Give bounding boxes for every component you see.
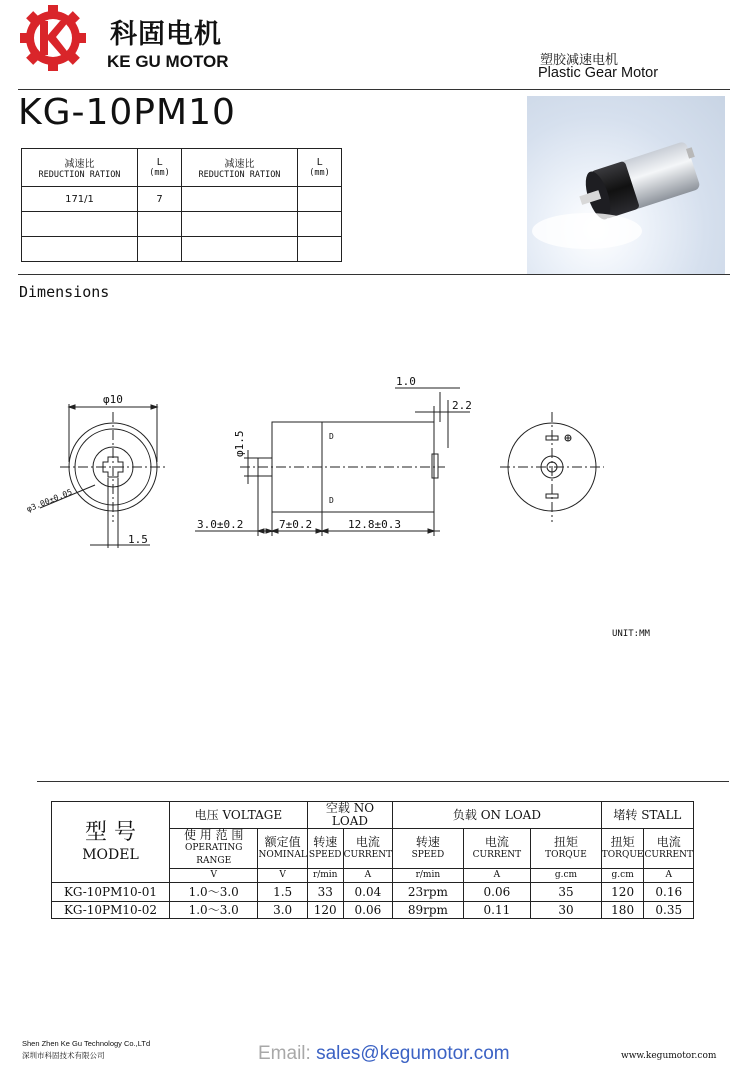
model-header: 型 号 MODEL xyxy=(52,802,170,883)
brand-name-en: KE GU MOTOR xyxy=(107,52,229,71)
shaft-diameter-label: φ1.5 xyxy=(233,430,246,457)
unit-label: UNIT:MM xyxy=(612,629,650,639)
table-row: 171/1 7 xyxy=(22,187,342,212)
mark-d-top: D xyxy=(329,432,334,441)
table-row: KG-10PM10-01 1.0～3.0 1.5 33 0.04 23rpm 0.06 35 120 0.16 xyxy=(52,883,694,902)
shaft-length-label: 3.0±0.2 xyxy=(197,518,244,531)
on-load-header: 负载 ON LOAD xyxy=(393,802,602,829)
ratio-table xyxy=(21,148,342,262)
dimensions-label: Dimensions xyxy=(19,283,110,301)
ratio-header-2: 减速比 REDUCTION RATION xyxy=(182,149,298,187)
product-photo xyxy=(527,96,725,274)
header-divider xyxy=(18,89,730,90)
front-shaft-label: φ3.00±0.05 xyxy=(25,487,74,514)
motor-length-label: 12.8±0.3 xyxy=(348,518,401,531)
spec-divider xyxy=(37,781,729,782)
dimension-drawing xyxy=(0,360,750,560)
email-link[interactable]: sales@kegumotor.com xyxy=(316,1043,510,1064)
length-header-2: L (mm) xyxy=(298,149,342,187)
front-diameter-label: φ10 xyxy=(103,393,123,406)
stall-header: 堵转 STALL xyxy=(601,802,693,829)
gear-logo-icon xyxy=(18,3,88,73)
table-row xyxy=(22,212,342,237)
spec-table: 型 号 MODEL 电压 VOLTAGE 空载 NO LOAD 负载 ON LOAD 堵转 STALL 使 用 范 围 OPERATING RANGE 额定值 NOMINAL 转速 SPEED 电流 CURRENT 转速 SPEED 电流 CURRENT 扭矩 TORQUE 扭矩 TORQUE 电流 CURRENT V V r/min A r/min A g.cm g.cm A KG-10PM10-01 1.0～3.0 1.5 33 0.04 23rpm 0.06 35 120 0.16 KG-10PM10-02 1.0～3.0 3.0 120 0.06 89rpm 0.11 30 180 0.35 xyxy=(51,801,694,919)
email-line xyxy=(258,1043,510,1065)
company-name-cn: 深圳市科固技术有限公司 xyxy=(22,1051,105,1060)
ratio-header-1: 减速比 REDUCTION RATION xyxy=(22,149,138,187)
gear-length-label: 7±0.2 xyxy=(279,518,313,531)
section-divider xyxy=(18,274,730,275)
no-load-header: 空载 NO LOAD xyxy=(307,802,392,829)
front-flat-label: 1.5 xyxy=(128,533,148,546)
table-row xyxy=(22,237,342,262)
email-label: Email: xyxy=(258,1043,317,1064)
terminal-height-label: 2.2 xyxy=(452,399,472,412)
product-type-cn: 塑胶减速电机 xyxy=(540,53,619,68)
company-name-en: Shen Zhen Ke Gu Technology Co.,LTd xyxy=(22,1039,151,1048)
product-type-en: Plastic Gear Motor xyxy=(538,65,659,81)
length-header-1: L (mm) xyxy=(138,149,182,187)
mark-d-bottom: D xyxy=(329,496,334,505)
brand-name-cn: 科固电机 xyxy=(110,19,222,50)
table-row: KG-10PM10-02 1.0～3.0 3.0 120 0.06 89rpm 0.11 30 180 0.35 xyxy=(52,902,694,919)
motor-photo-icon xyxy=(527,96,725,274)
website-link[interactable]: www.kegumotor.com xyxy=(621,1051,717,1061)
terminal-width-label: 1.0 xyxy=(396,375,416,388)
brand-logo xyxy=(18,3,88,73)
model-title: KG-10PM10 xyxy=(18,92,236,133)
voltage-header: 电压 VOLTAGE xyxy=(169,802,307,829)
